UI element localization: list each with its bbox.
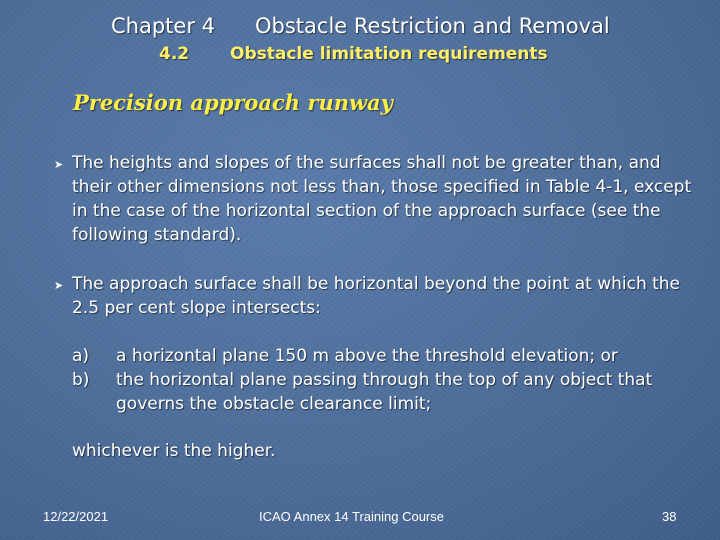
- list-item-text: the horizontal plane passing through the top of any object that governs the obstacle clearance limit;: [116, 370, 653, 414]
- section-title: Obstacle limitation requirements: [230, 44, 548, 64]
- chapter-title: Obstacle Restriction and Removal: [255, 14, 610, 38]
- chapter-label: Chapter 4: [111, 14, 215, 38]
- slide-subtitle: Precision approach runway: [73, 90, 393, 115]
- bullet-paragraph: The approach surface shall be horizontal beyond the point at which the 2.5 per cent slope intersects:: [72, 274, 681, 318]
- section-number: 4.2: [159, 44, 190, 64]
- footer-page-number: 38: [662, 509, 677, 524]
- arrowhead-bullet-icon: ➤: [54, 279, 64, 292]
- footer-course-title: ICAO Annex 14 Training Course: [259, 509, 444, 524]
- list-item-letter: b): [72, 370, 90, 390]
- footer-date: 12/22/2021: [43, 509, 109, 524]
- list-item-letter: a): [72, 346, 90, 366]
- list-item-text: a horizontal plane 150 m above the threshold elevation; or: [116, 346, 618, 366]
- bullet-paragraph: The heights and slopes of the surfaces shall not be greater than, and their other dimensions not less than, those specified in Table 4-1, except in the case of the horizontal section of the approach surface (see the following standard).: [72, 153, 692, 245]
- closing-text: whichever is the higher.: [72, 441, 276, 461]
- arrowhead-bullet-icon: ➤: [54, 158, 64, 171]
